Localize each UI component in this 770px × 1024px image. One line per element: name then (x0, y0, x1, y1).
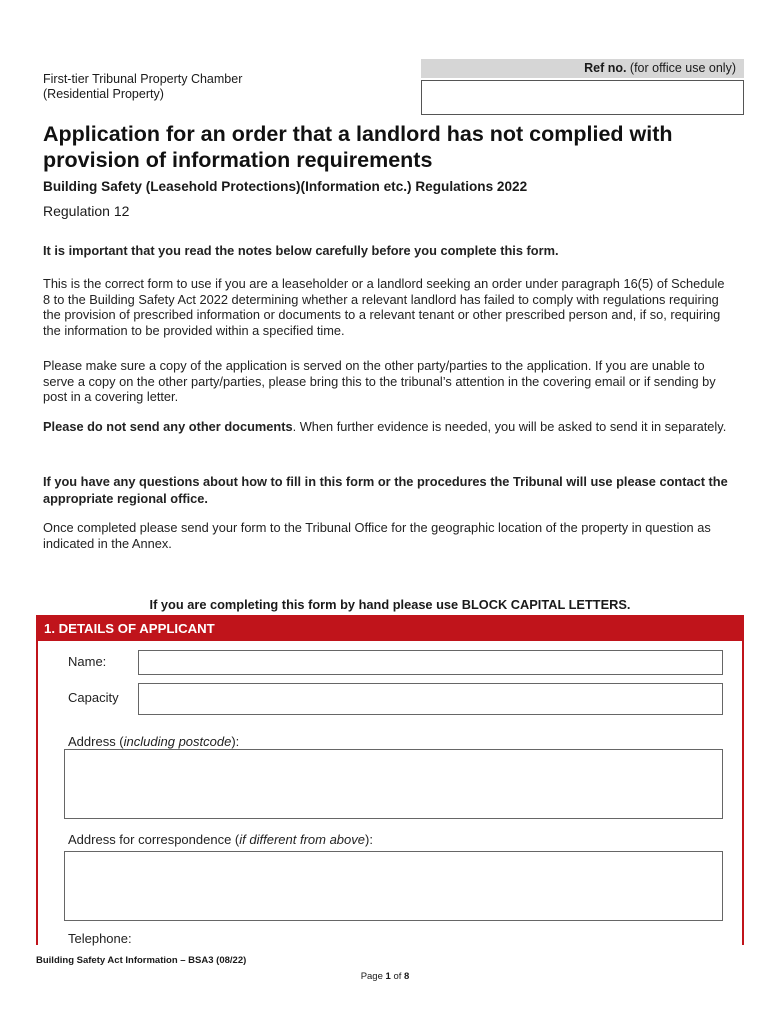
name-label: Name: (68, 654, 107, 669)
ref-no-label (421, 59, 744, 78)
telephone-label: Telephone: (68, 931, 132, 946)
page-number (0, 971, 770, 982)
address-label (68, 734, 239, 749)
regulations-subtitle: Building Safety (Leasehold Protections)(Information etc.) Regulations 2022 (43, 179, 528, 194)
page-current: 1 (385, 971, 391, 982)
ref-no-label-rest: (for office use only) (626, 61, 736, 75)
correspondence-label-end: ): (365, 832, 373, 847)
address-label-end: ): (231, 734, 240, 749)
block-capitals-note: If you are completing this form by hand please use BLOCK CAPITAL LETTERS. (149, 597, 631, 612)
no-documents-rest: . When further evidence is needed, you will be asked to send it in separately. (292, 419, 727, 434)
applicant-details-heading: 1. DETAILS OF APPLICANT (36, 615, 744, 641)
form-reference: Building Safety Act Information – BSA3 (08/22) (36, 955, 247, 966)
address-label-italic: including postcode (123, 734, 232, 749)
capacity-label: Capacity (68, 690, 119, 705)
page-title: Application for an order that a landlord has not complied with provision of information requirements (43, 122, 673, 172)
correspondence-label-start: Address for correspondence ( (68, 832, 240, 847)
page-of: of (390, 971, 405, 982)
important-note: It is important that you read the notes below carefully before you complete this form. (43, 243, 559, 258)
tribunal-name-line1: First-tier Tribunal Property Chamber (43, 72, 243, 86)
page-prefix: Page (360, 971, 386, 982)
correspondence-address-field[interactable] (64, 851, 723, 921)
ref-no-label-bold: Ref no. (584, 61, 627, 75)
address-field[interactable] (64, 749, 723, 819)
tribunal-name (43, 72, 242, 102)
no-documents-note (43, 419, 735, 435)
send-form-note: Once completed please send your form to the Tribunal Office for the geographic location of the property in question as indicated in the Annex. (43, 520, 711, 551)
capacity-field[interactable] (138, 683, 723, 715)
correspondence-address-label (68, 832, 373, 847)
correct-form-note: This is the correct form to use if you are a leaseholder or a landlord seeking an order under paragraph 16(5) of Schedule 8 to the Building Safety Act 2022 determining whether a relevant landlord has failed to comply with regulations requiring the provision of prescribed information or documents to a relevant tenant or other prescribed person and, if so, requiring the information to be provided within a specified time. (43, 276, 725, 338)
no-documents-bold: Please do not send any other documents (43, 419, 293, 434)
regulation-number: Regulation 12 (43, 203, 130, 219)
serve-copy-note: Please make sure a copy of the application is served on the other party/parties to the application. If you are unable to serve a copy on the other party/parties, please bring this to the tribunal’s attention in the covering email or if sending by post in a covering letter. (43, 358, 716, 404)
name-field[interactable] (138, 650, 723, 675)
address-label-start: Address ( (68, 734, 124, 749)
page-total: 8 (404, 971, 410, 982)
ref-no-field[interactable] (421, 80, 744, 115)
tribunal-name-line2: (Residential Property) (43, 87, 164, 101)
correspondence-label-italic: if different from above (239, 832, 365, 847)
questions-note: If you have any questions about how to fill in this form or the procedures the Tribunal will use please contact the appropriate regional office. (43, 474, 728, 506)
